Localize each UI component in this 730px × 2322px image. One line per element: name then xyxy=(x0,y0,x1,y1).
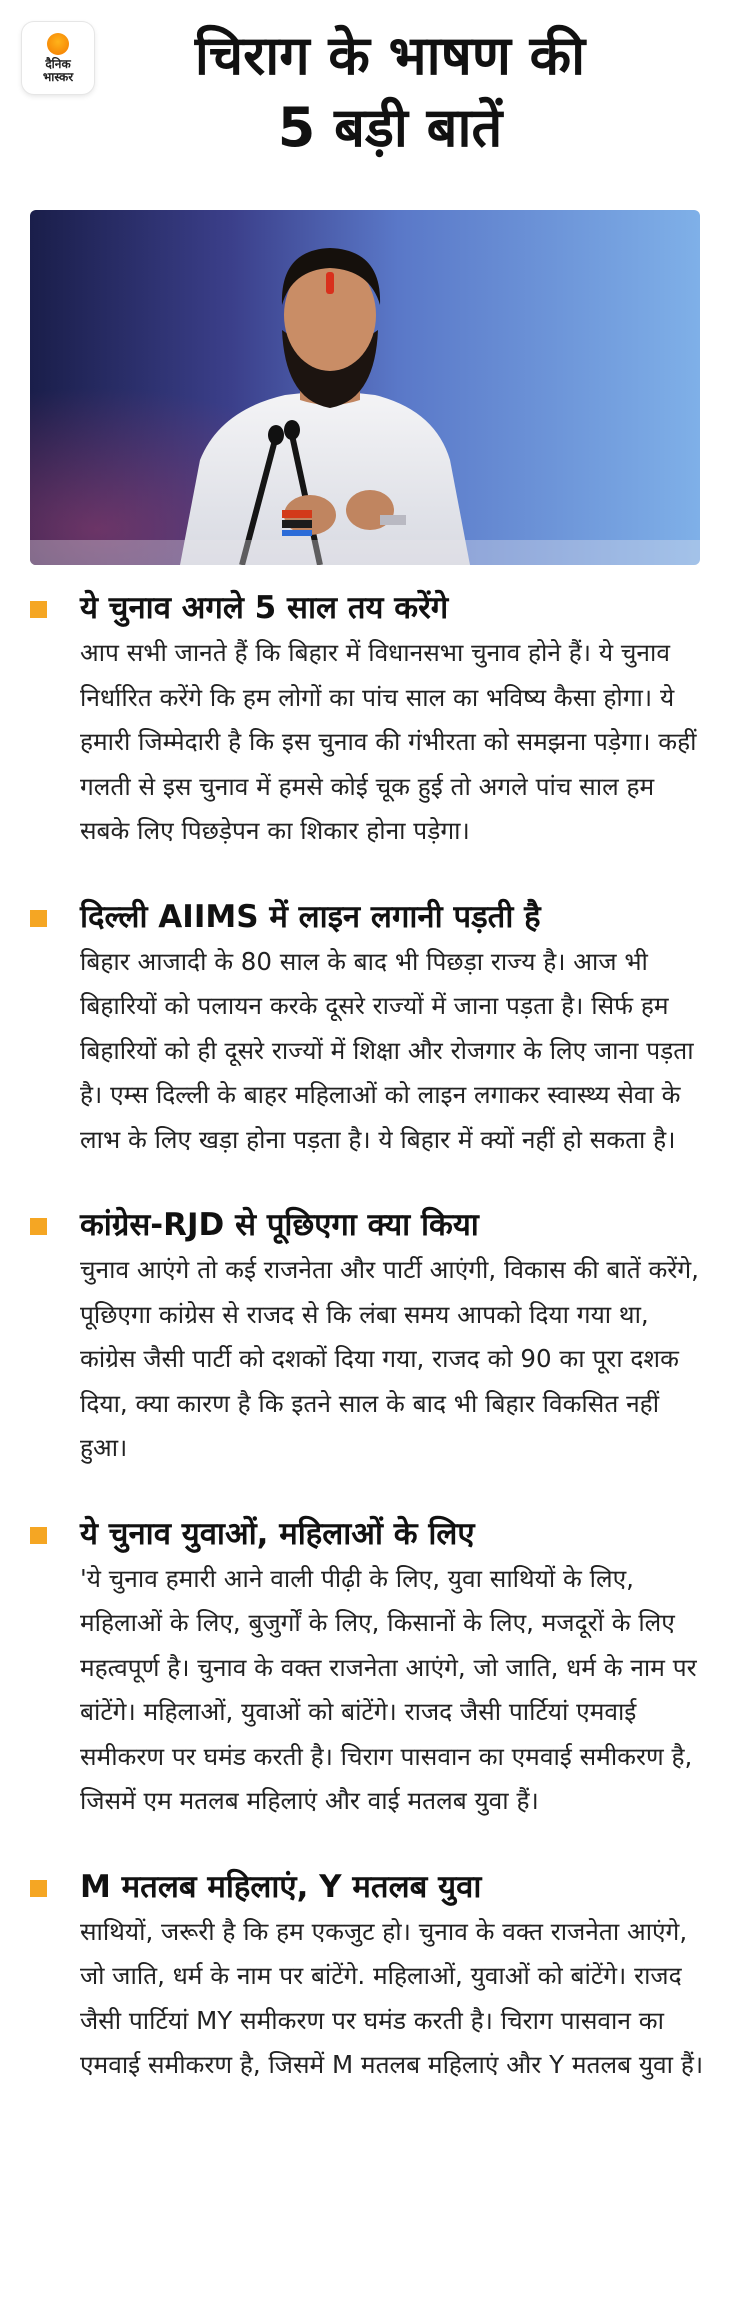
square-bullet-icon xyxy=(30,1218,47,1235)
point-item xyxy=(0,894,730,1163)
logo-line-2: भास्कर xyxy=(42,69,74,84)
logo-line-1: दैनिक xyxy=(45,56,71,71)
point-body: साथियों, जरूरी है कि हम एकजुट हो। चुनाव के वक्त राजनेता आएंगे, जो जाति, धर्म के नाम पर बांटेंगे. महिलाओं, युवाओं को बांटेंगे। राजद जैसी पार्टियां MY समीकरण पर घमंड करती है। चिराग पासवान का एमवाई समीकरण है, जिसमें M मतलब महिलाएं और Y मतलब युवा हैं। xyxy=(80,1916,704,2079)
point-heading: ये चुनाव अगले 5 साल तय करेंगे xyxy=(80,590,449,626)
page-title xyxy=(110,20,670,164)
title-line-1: चिराग के भाषण की xyxy=(194,24,586,87)
brand-logo xyxy=(22,22,94,94)
point-body: चुनाव आएंगे तो कई राजनेता और पार्टी आएंगी, विकास की बातें करेंगे, पूछिएगा कांग्रेस से राजद से कि लंबा समय आपको दिया गया था, कांग्रेस जैसी पार्टी को दशकों दिया गया, राजद को 90 का पूरा दशक दिया, क्या कारण है कि इतने साल के बाद भी बिहार विकसित नहीं हुआ। xyxy=(80,1255,699,1462)
square-bullet-icon xyxy=(30,1527,47,1544)
point-item xyxy=(0,1202,730,1471)
sun-icon xyxy=(47,33,69,55)
point-heading: दिल्ली AIIMS में लाइन लगानी पड़ती है xyxy=(80,898,541,935)
point-heading: कांग्रेस-RJD से पूछिएगा क्या किया xyxy=(80,1207,479,1243)
square-bullet-icon xyxy=(30,1880,47,1897)
point-body: बिहार आजादी के 80 साल के बाद भी पिछड़ा राज्य है। आज भी बिहारियों को पलायन करके दूसरे राज्यों में जाना पड़ता है। सिर्फ हम बिहारियों को ही दूसरे राज्यों में शिक्षा और रोजगार के लिए जाना पड़ता है। एम्स दिल्ली के बाहर महिलाओं को लाइन लगाकर स्वास्थ्य सेवा के लाभ के लिए खड़ा होना पड़ता है। ये बिहार में क्यों नहीं हो सकता है। xyxy=(80,946,694,1154)
key-points-list xyxy=(0,585,730,2128)
title-line-2: 5 बड़ी बातें xyxy=(277,96,503,159)
point-item xyxy=(0,585,730,854)
point-body: आप सभी जानते हैं कि बिहार में विधानसभा चुनाव होने हैं। ये चुनाव निर्धारित करेंगे कि हम लोगों का पांच साल का भविष्य कैसा होगा। ये हमारी जिम्मेदारी है कि इस चुनाव की गंभीरता को समझना पड़ेगा। कहीं गलती से इस चुनाव में हमसे कोई चूक हुई तो अगले पांच साल हम सबके लिए पिछड़ेपन का शिकार होना पड़ेगा। xyxy=(80,638,697,845)
point-heading: ये चुनाव युवाओं, महिलाओं के लिए xyxy=(80,1515,475,1552)
point-body: 'ये चुनाव हमारी आने वाली पीढ़ी के लिए, युवा साथियों के लिए, महिलाओं के लिए, बुजुर्गों के लिए, किसानों के लिए, मजदूरों के लिए महत्वपूर्ण है। चुनाव के वक्त राजनेता आएंगे, जो जाति, धर्म के नाम पर बांटेंगे। महिलाओं, युवाओं को बांटेंगे। राजद जैसी पार्टियां एमवाई समीकरण पर घमंड करती है। चिराग पासवान का एमवाई समीकरण है, जिसमें एम मतलब महिलाएं और वाई मतलब युवा हैं। xyxy=(80,1563,697,1815)
header xyxy=(0,0,730,200)
speaker-photo xyxy=(30,210,700,565)
square-bullet-icon xyxy=(30,910,47,927)
point-heading: M मतलब महिलाएं, Y मतलब युवा xyxy=(80,1868,482,1905)
point-item xyxy=(0,1864,730,2088)
square-bullet-icon xyxy=(30,601,47,618)
point-item xyxy=(0,1511,730,1824)
